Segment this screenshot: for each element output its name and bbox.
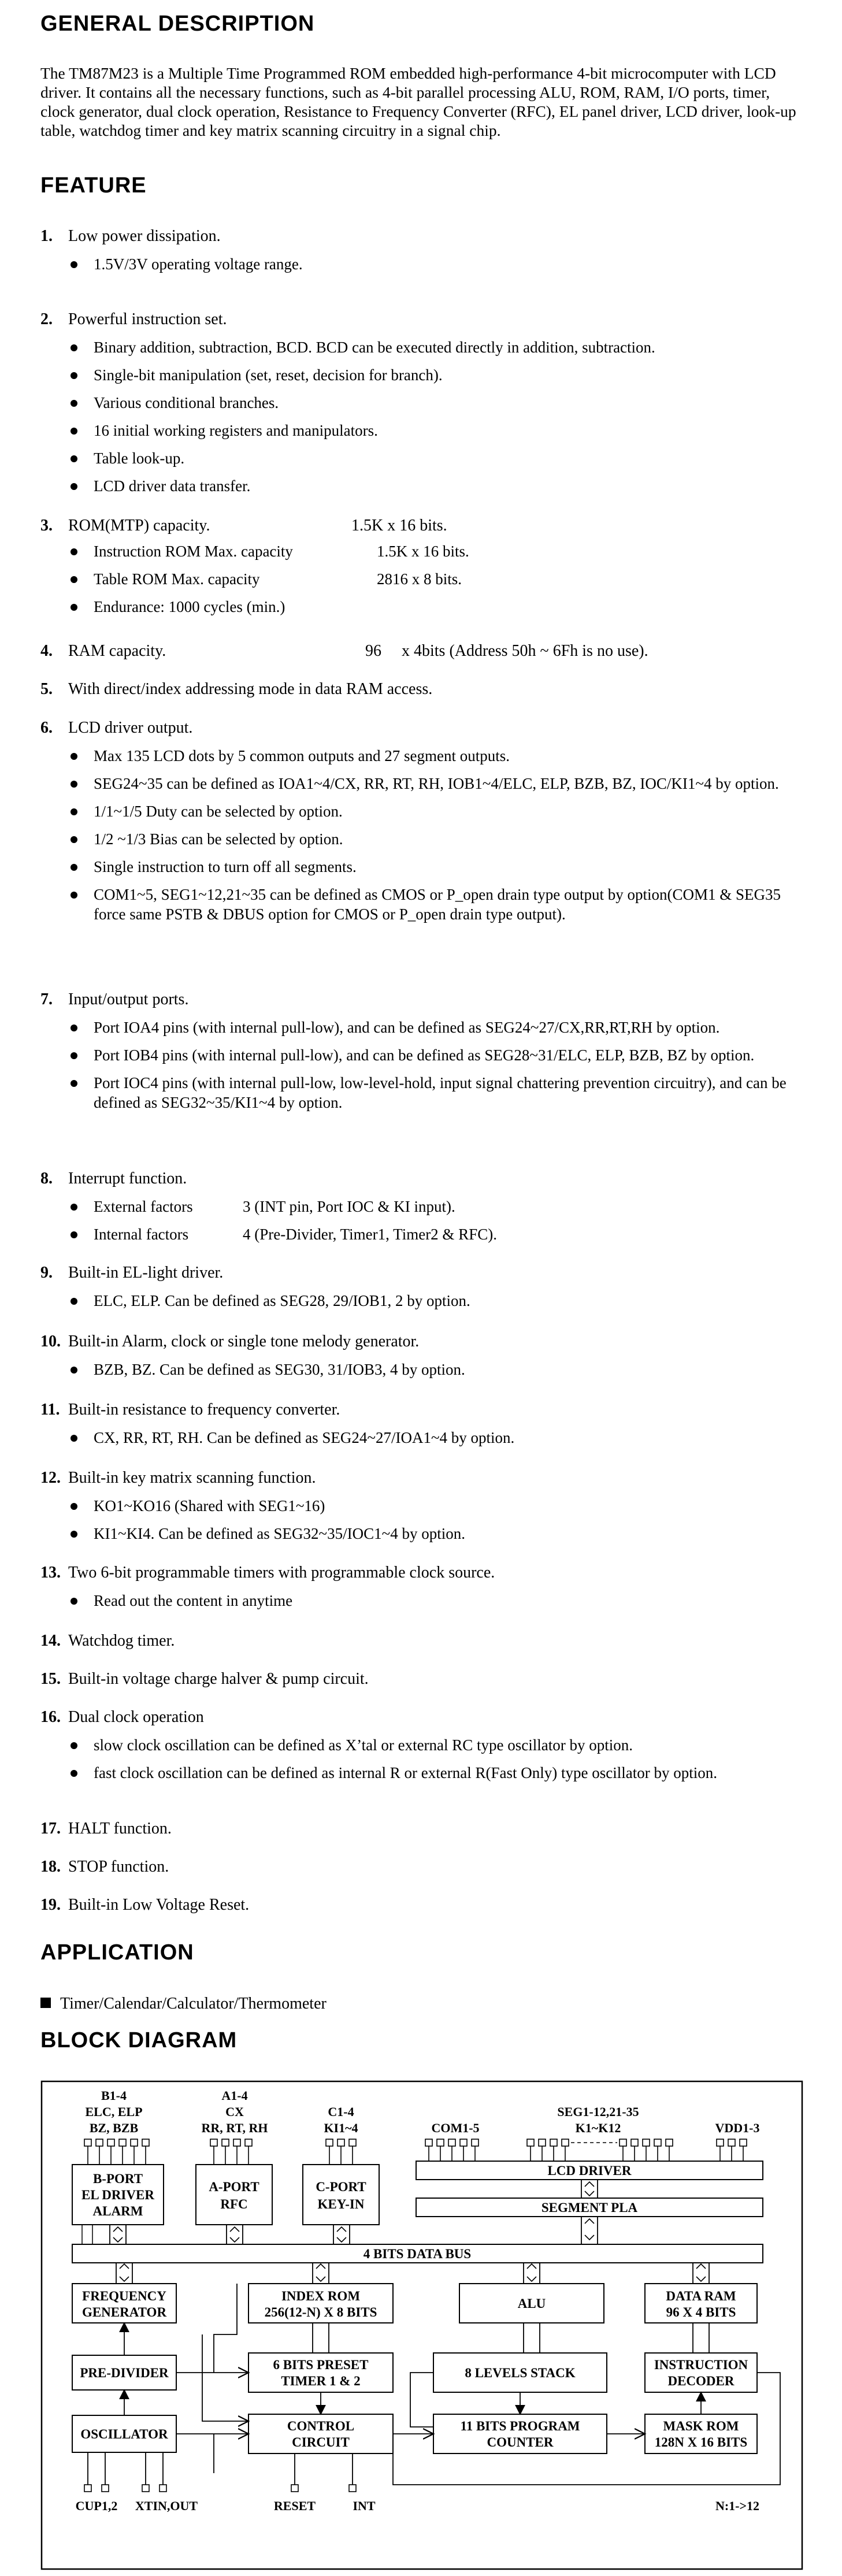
feature-number: 15. xyxy=(40,1670,61,1688)
bullet-dot-icon xyxy=(71,1231,77,1238)
bullet-item: ELC, ELP. Can be defined as SEG28, 29/IOB1, 2 by option. xyxy=(67,1291,801,1311)
bottom-labels xyxy=(76,2499,759,2513)
bullet-item: Instruction ROM Max. capacity 1.5K x 16 bits. xyxy=(67,541,801,561)
bottom-pin-boxes xyxy=(84,2485,356,2492)
svg-text:RR, RT, RH: RR, RT, RH xyxy=(201,2121,268,2135)
bullet-item: Port IOC4 pins (with internal pull-low, low-level-hold, input signal chattering prevention circuitry), and can be defined as SEG32~35/KI1~4 by option. xyxy=(67,1073,801,1112)
stack-label: 8 LEVELS STACK xyxy=(465,2366,576,2380)
svg-text:VDD1-3: VDD1-3 xyxy=(715,2121,760,2135)
bullet-dot-icon xyxy=(71,372,77,379)
application-heading: APPLICATION xyxy=(40,1940,194,1965)
bullet-dot-icon xyxy=(71,1770,77,1777)
bullet-item: Single instruction to turn off all segments. xyxy=(67,857,801,877)
svg-text:KI1~4: KI1~4 xyxy=(324,2121,358,2135)
bullet-dot-icon xyxy=(71,455,77,462)
rom-capacity-value: 1.5K x 16 bits. xyxy=(351,517,447,534)
bullet-dot-icon xyxy=(71,428,77,435)
feature-number: 10. xyxy=(40,1332,61,1350)
svg-text:ELC, ELP: ELC, ELP xyxy=(85,2104,143,2119)
feature-number: 13. xyxy=(40,1564,61,1582)
feature-number: 18. xyxy=(40,1858,61,1876)
ram-capacity-value: 96 x 4bits (Address 50h ~ 6Fh is no use). xyxy=(365,642,648,660)
bullet-dot-icon xyxy=(71,344,77,351)
reset-label: RESET xyxy=(273,2499,316,2513)
bullet-dot-icon xyxy=(71,483,77,490)
svg-text:C1-4: C1-4 xyxy=(328,2104,354,2119)
feature-title: With direct/index addressing mode in data RAM access. xyxy=(68,680,433,698)
feature-title: Two 6-bit programmable timers with programmable clock source. xyxy=(68,1564,495,1582)
feature-number: 14. xyxy=(40,1632,61,1650)
b-port-label: B-PORT xyxy=(92,2172,143,2186)
feature-number: 7. xyxy=(40,990,53,1008)
pin-labels xyxy=(85,2088,759,2135)
feature-title: STOP function. xyxy=(68,1858,169,1876)
bullet-item: Table look-up. xyxy=(67,448,801,468)
svg-text:RFC: RFC xyxy=(220,2197,248,2211)
bullet-dot-icon xyxy=(71,1298,77,1305)
feature-heading: FEATURE xyxy=(40,173,147,198)
bullet-dot-icon xyxy=(71,400,77,407)
bullet-dot-icon xyxy=(71,1503,77,1510)
bullet-dot-icon xyxy=(71,781,77,788)
index-rom-label: INDEX ROM xyxy=(281,2289,361,2303)
svg-text:CIRCUIT: CIRCUIT xyxy=(292,2435,350,2449)
block-diagram-heading: BLOCK DIAGRAM xyxy=(40,2028,238,2052)
svg-text:GENERATOR: GENERATOR xyxy=(81,2305,167,2319)
feature-title: Interrupt function. xyxy=(68,1170,187,1187)
bullet-dot-icon xyxy=(71,1204,77,1211)
diagram-frame xyxy=(42,2081,802,2569)
svg-text:TIMER 1 & 2: TIMER 1 & 2 xyxy=(281,2374,361,2388)
timer-label: 6 BITS PRESET xyxy=(273,2358,369,2372)
svg-text:256(12-N) X 8 BITS: 256(12-N) X 8 BITS xyxy=(264,2305,377,2319)
feature-title: Powerful instruction set. xyxy=(68,310,227,328)
bullet-dot-icon xyxy=(71,808,77,815)
svg-text:96 X 4 BITS: 96 X 4 BITS xyxy=(666,2305,736,2319)
bullet-dot-icon xyxy=(71,1598,77,1605)
svg-text:ALARM: ALARM xyxy=(92,2204,143,2218)
feature-title: Built-in resistance to frequency converter. xyxy=(68,1401,340,1419)
bus-connectors xyxy=(82,2180,709,2284)
bullet-dot-icon xyxy=(71,753,77,760)
feature-title: Built-in Alarm, clock or single tone melody generator. xyxy=(68,1332,420,1350)
square-bullet-icon xyxy=(40,1998,51,2008)
svg-text:SEG1-12,21-35: SEG1-12,21-35 xyxy=(557,2104,639,2119)
data-bus-label: 4 BITS DATA BUS xyxy=(363,2247,472,2261)
feature-title: Low power dissipation. xyxy=(68,227,221,245)
bullet-dot-icon xyxy=(71,1080,77,1087)
svg-text:KEY-IN: KEY-IN xyxy=(317,2197,365,2211)
svg-text:A1-4: A1-4 xyxy=(221,2088,248,2103)
bullet-item: Binary addition, subtraction, BCD. BCD can be executed directly in addition, subtraction. xyxy=(67,337,801,357)
bullet-dot-icon xyxy=(71,1367,77,1374)
application-item: Timer/Calendar/Calculator/Thermometer xyxy=(40,1995,327,2013)
mask-rom-label: MASK ROM xyxy=(663,2419,739,2433)
feature-number: 8. xyxy=(40,1170,53,1187)
feature-number: 6. xyxy=(40,719,53,737)
cup-label: CUP1,2 xyxy=(75,2499,118,2513)
svg-text:BZ, BZB: BZ, BZB xyxy=(89,2121,139,2135)
bullet-item: 1/1~1/5 Duty can be selected by option. xyxy=(67,801,801,821)
svg-text:COUNTER: COUNTER xyxy=(487,2435,554,2449)
feature-title: Input/output ports. xyxy=(68,990,189,1008)
svg-text:EL DRIVER: EL DRIVER xyxy=(81,2188,154,2202)
general-description-heading: GENERAL DESCRIPTION xyxy=(40,12,315,36)
xtin-label: XTIN,OUT xyxy=(135,2499,198,2513)
feature-title: Built-in voltage charge halver & pump circuit. xyxy=(68,1670,369,1688)
bullet-item: Port IOB4 pins (with internal pull-low), and can be defined as SEG28~31/ELC, ELP, BZB, BZ by option. xyxy=(67,1045,801,1065)
freq-gen-label: FREQUENCY xyxy=(82,2289,166,2303)
alu-label: ALU xyxy=(517,2296,546,2311)
feature-title: HALT function. xyxy=(68,1820,172,1838)
bullet-item: LCD driver data transfer. xyxy=(67,476,801,496)
bullet-item: Single-bit manipulation (set, reset, decision for branch). xyxy=(67,365,801,385)
feature-number: 4. xyxy=(40,642,53,660)
svg-text:K1~K12: K1~K12 xyxy=(575,2121,621,2135)
feature-number: 11. xyxy=(40,1401,60,1419)
bullet-item: Various conditional branches. xyxy=(67,393,801,413)
pre-divider-label: PRE-DIVIDER xyxy=(80,2366,169,2380)
feature-title: RAM capacity. xyxy=(68,642,166,660)
bullet-item: slow clock oscillation can be defined as X’tal or external RC type oscillator by option. xyxy=(67,1735,801,1755)
bullet-item: 1/2 ~1/3 Bias can be selected by option. xyxy=(67,829,801,849)
bullet-item: BZB, BZ. Can be defined as SEG30, 31/IOB3, 4 by option. xyxy=(67,1360,801,1379)
bullet-item: Table ROM Max. capacity 2816 x 8 bits. xyxy=(67,569,801,589)
bullet-dot-icon xyxy=(71,1531,77,1538)
pc-label: 11 BITS PROGRAM xyxy=(460,2419,580,2433)
bullet-dot-icon xyxy=(71,864,77,871)
feature-title: LCD driver output. xyxy=(68,719,193,737)
feature-title: Built-in EL-light driver. xyxy=(68,1264,224,1282)
feature-number: 1. xyxy=(40,227,53,245)
block-diagram xyxy=(40,2080,803,2570)
feature-number: 16. xyxy=(40,1708,61,1726)
bullet-item: Port IOA4 pins (with internal pull-low), and can be defined as SEG24~27/CX,RR,RT,RH by option. xyxy=(67,1018,801,1037)
lcd-driver-label: LCD DRIVER xyxy=(547,2163,632,2178)
feature-number: 9. xyxy=(40,1264,53,1282)
bullet-item: Internal factors 4 (Pre-Divider, Timer1, Timer2 & RFC). xyxy=(67,1224,801,1244)
a-port-label: A-PORT xyxy=(209,2180,259,2194)
bullet-dot-icon xyxy=(71,1435,77,1442)
feature-number: 2. xyxy=(40,310,53,328)
bullet-dot-icon xyxy=(71,836,77,843)
bullet-dot-icon xyxy=(71,548,77,555)
bullet-dot-icon xyxy=(71,1742,77,1749)
bullet-item: Max 135 LCD dots by 5 common outputs and 27 segment outputs. xyxy=(67,746,801,766)
bullet-dot-icon xyxy=(71,1025,77,1031)
bullet-dot-icon xyxy=(71,604,77,611)
bullet-dot-icon xyxy=(71,576,77,583)
segment-pla-label: SEGMENT PLA xyxy=(541,2200,638,2215)
svg-text:CX: CX xyxy=(225,2104,244,2119)
feature-number: 5. xyxy=(40,680,53,698)
int-label: INT xyxy=(353,2499,376,2513)
feature-title: ROM(MTP) capacity. xyxy=(68,517,210,534)
bullet-item: SEG24~35 can be defined as IOA1~4/CX, RR, RT, RH, IOB1~4/ELC, ELP, BZB, BZ, IOC/KI1~4 by option. xyxy=(67,774,801,793)
feature-title: Dual clock operation xyxy=(68,1708,204,1726)
feature-number: 3. xyxy=(40,517,53,534)
bullet-dot-icon xyxy=(71,1052,77,1059)
feature-number: 17. xyxy=(40,1820,61,1838)
control-label: CONTROL xyxy=(287,2419,355,2433)
decoder-label: INSTRUCTION xyxy=(654,2358,748,2372)
bullet-item: KI1~KI4. Can be defined as SEG32~35/IOC1~4 by option. xyxy=(67,1524,801,1543)
bullet-dot-icon xyxy=(71,892,77,899)
blocks xyxy=(72,2161,763,2453)
bullet-item: Read out the content in anytime xyxy=(67,1591,801,1610)
bullet-item: 1.5V/3V operating voltage range. xyxy=(67,254,801,274)
bullet-item: COM1~5, SEG1~12,21~35 can be defined as CMOS or P_open drain type output by option(COM1 & SEG35 force same PSTB & DBUS option for CMOS or P_open drain type output). xyxy=(67,885,801,924)
feature-title: Built-in key matrix scanning function. xyxy=(68,1469,316,1487)
svg-text:DECODER: DECODER xyxy=(667,2374,735,2388)
svg-text:B1-4: B1-4 xyxy=(101,2088,127,2103)
feature-number: 12. xyxy=(40,1469,61,1487)
bullet-item: Endurance: 1000 cycles (min.) xyxy=(67,597,801,617)
bullet-item: 16 initial working registers and manipulators. xyxy=(67,421,801,440)
data-ram-label: DATA RAM xyxy=(666,2289,736,2303)
general-description-text: The TM87M23 is a Multiple Time Programmed ROM embedded high-performance 4-bit microcomputer with LCD driver. It contains all the necessary functions, such as 4-bit parallel processing ALU, ROM, RAM, I/O ports, timer, clock generator, dual clock operation, Resistance to Frequency Converter (RFC), EL panel driver, LCD driver, look-up table, watchdog timer and key matrix scanning circuitry in a signal chip. xyxy=(40,64,796,139)
feature-title: Built-in Low Voltage Reset. xyxy=(68,1896,250,1914)
svg-text:128N X 16 BITS: 128N X 16 BITS xyxy=(654,2435,748,2449)
bullet-dot-icon xyxy=(71,261,77,268)
c-port-label: C-PORT xyxy=(316,2180,366,2194)
bullet-item: CX, RR, RT, RH. Can be defined as SEG24~27/IOA1~4 by option. xyxy=(67,1428,801,1447)
bullet-item: External factors 3 (INT pin, Port IOC & KI input). xyxy=(67,1197,801,1216)
note-label: N:1->12 xyxy=(715,2499,760,2513)
bullet-item: fast clock oscillation can be defined as internal R or external R(Fast Only) type oscillator by option. xyxy=(67,1763,801,1783)
oscillator-label: OSCILLATOR xyxy=(80,2427,168,2441)
svg-text:COM1-5: COM1-5 xyxy=(431,2121,480,2135)
bullet-item: KO1~KO16 (Shared with SEG1~16) xyxy=(67,1496,801,1516)
feature-number: 19. xyxy=(40,1896,61,1914)
feature-title: Watchdog timer. xyxy=(68,1632,175,1650)
